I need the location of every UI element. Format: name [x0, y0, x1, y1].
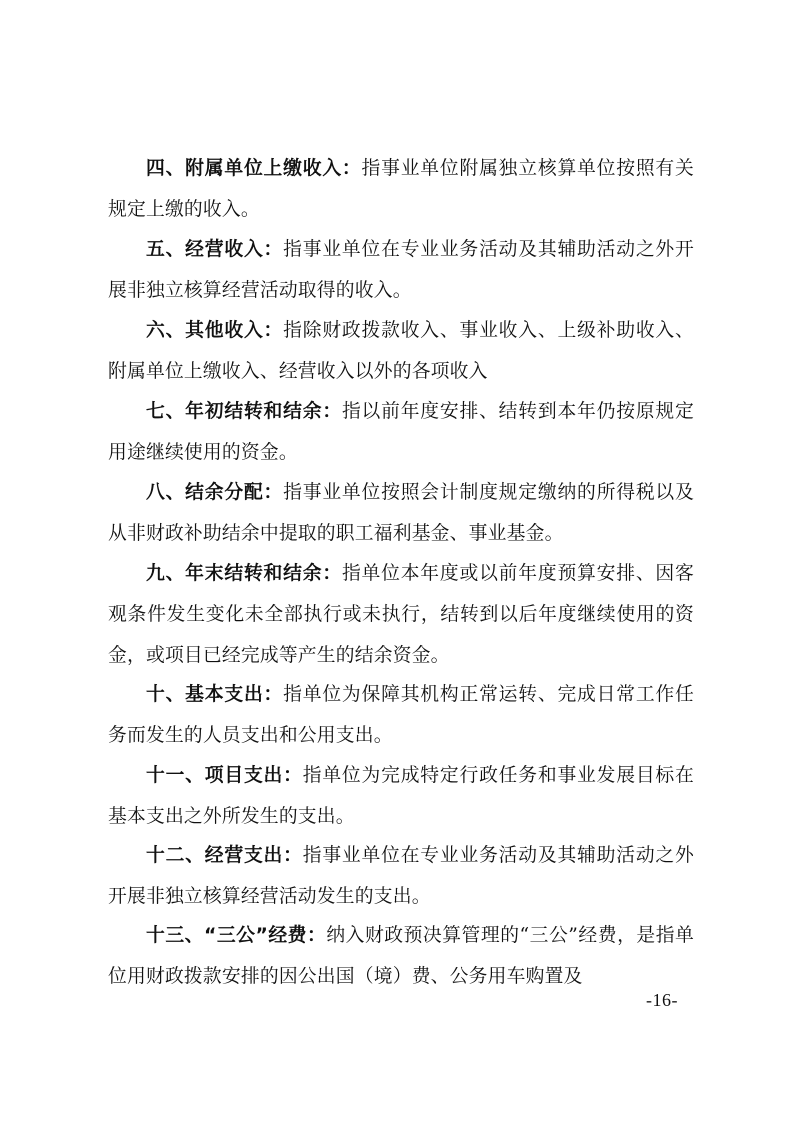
paragraph-term: 九、年末结转和结余：	[146, 563, 342, 584]
paragraph-text: 纳入财政预决算管理的“三公”经费，是指单位用财政拨款安排的因公出国（境）费、公务用车购置及	[108, 925, 695, 987]
paragraph-basic-expenditure	[108, 674, 694, 756]
paragraph-term: 十、基本支出：	[146, 684, 284, 705]
paragraph-surplus-distribution	[108, 472, 694, 554]
paragraph-text: 指单位本年度或以前年度预算安排、因客观条件发生变化未全部执行或未执行，结转到以后年度继续使用的资金，或项目已经完成等产生的结余资金。	[108, 563, 694, 666]
paragraph-text: 指事业单位在专业业务活动及其辅助活动之外开展非独立核算经营活动取得的收入。	[108, 239, 694, 301]
paragraph-text: 指事业单位附属独立核算单位按照有关规定上缴的收入。	[108, 158, 694, 220]
paragraph-term: 七、年初结转和结余：	[146, 401, 342, 422]
page-number: -16-	[646, 990, 678, 1010]
paragraph-text: 指事业单位按照会计制度规定缴纳的所得税以及从非财政补助结余中提取的职工福利基金、事业基金。	[108, 482, 694, 544]
paragraph-beginning-carryover	[108, 391, 694, 473]
paragraph-other-income	[108, 310, 694, 392]
paragraph-operating-income	[108, 229, 694, 311]
paragraph-year-end-carryover	[108, 553, 694, 676]
paragraph-operating-expenditure	[108, 835, 694, 917]
paragraph-term: 五、经营收入：	[146, 239, 284, 260]
paragraph-text: 指单位为保障其机构正常运转、完成日常工作任务而发生的人员支出和公用支出。	[108, 684, 694, 746]
paragraph-term: 四、附属单位上缴收入：	[146, 158, 362, 179]
paragraph-term: 八、结余分配：	[146, 482, 284, 503]
paragraph-text: 指单位为完成特定行政任务和事业发展目标在基本支出之外所发生的支出。	[108, 765, 694, 827]
paragraph-term: 十二、经营支出：	[146, 845, 303, 866]
paragraph-project-expenditure	[108, 755, 694, 837]
paragraph-text: 指事业单位在专业业务活动及其辅助活动之外开展非独立核算经营活动发生的支出。	[108, 845, 694, 907]
paragraph-term: 十一、项目支出：	[146, 765, 303, 786]
paragraph-text: 指除财政拨款收入、事业收入、上级补助收入、附属单位上缴收入、经营收入以外的各项收入	[108, 320, 694, 382]
paragraph-affiliated-unit-income	[108, 148, 694, 230]
paragraph-term: 六、其他收入：	[146, 320, 284, 341]
paragraph-term: 十三、“三公”经费：	[146, 925, 327, 946]
paragraph-text: 指以前年度安排、结转到本年仍按原规定用途继续使用的资金。	[108, 401, 694, 463]
paragraph-three-public-expenses	[108, 915, 694, 997]
